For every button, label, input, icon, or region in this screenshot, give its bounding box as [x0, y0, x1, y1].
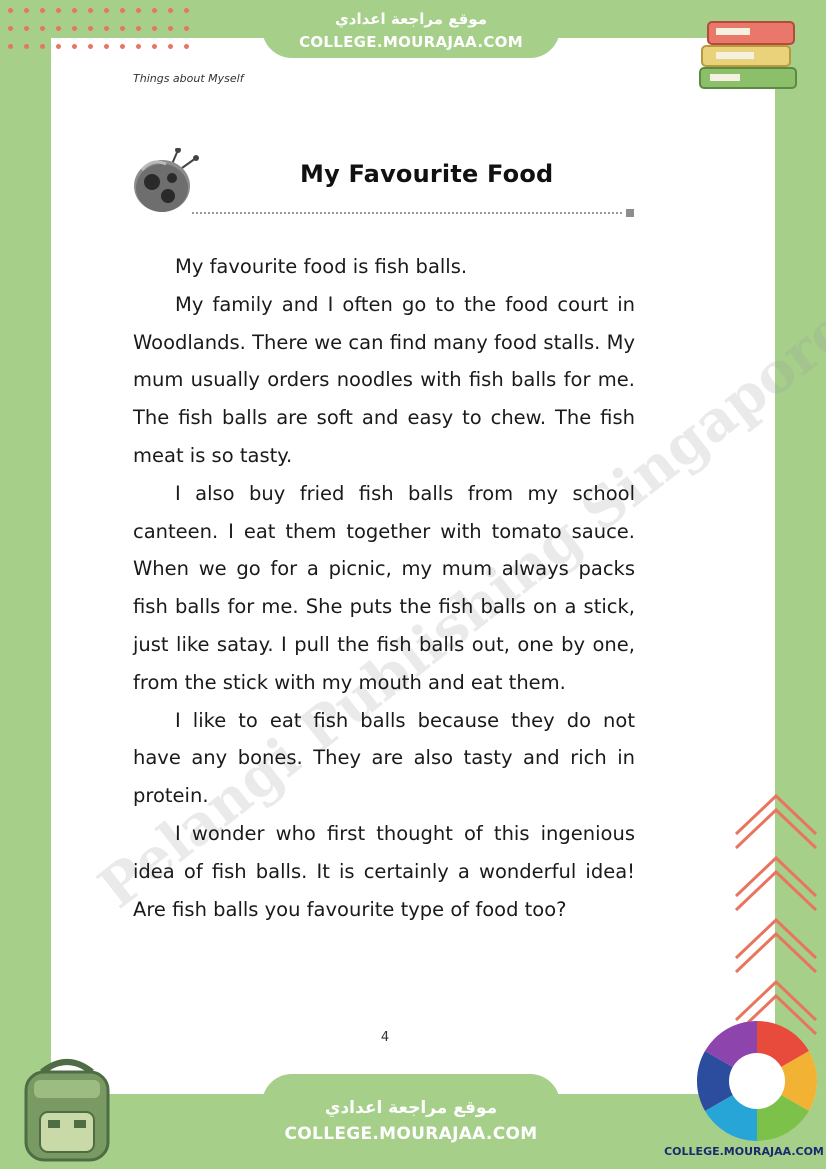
title-divider-end: [626, 209, 634, 217]
title-divider: [192, 212, 622, 214]
site-url-link[interactable]: COLLEGE.MOURAJAA.COM: [284, 1124, 538, 1144]
site-banner-top: [262, 0, 560, 58]
decorative-dots: [8, 4, 208, 56]
site-arabic-name: موقع مراجعة اعدادي: [335, 10, 487, 28]
running-head: Things about Myself: [133, 72, 244, 85]
page-number: 4: [380, 1030, 390, 1045]
chevrons-icon: [730, 790, 822, 1050]
backpack-icon: [12, 1050, 122, 1165]
paragraph: I wonder who first thought of this ingenious idea of fish balls. It is certainly a wonderful idea! Are fish balls you favourite type of food too?: [133, 821, 635, 921]
paragraph: I like to eat fish balls because they do not have any bones. They are also tasty and rich in protein.: [133, 708, 635, 808]
story-body: [133, 248, 635, 928]
education-wheel-icon: [694, 1018, 820, 1144]
site-arabic-name: موقع مراجعة اعدادي: [324, 1098, 498, 1118]
page-title: My Favourite Food: [300, 160, 554, 188]
logo-caption[interactable]: COLLEGE.MOURAJAA.COM: [664, 1145, 824, 1158]
paragraph: My favourite food is fish balls.: [175, 255, 468, 278]
paragraph: My family and I often go to the food court in Woodlands. There we can find many food stalls. My mum usually orders noodles with fish balls for me. The fish balls are soft and easy to chew. The fish meat is so tasty.: [133, 292, 635, 467]
books-icon: [690, 10, 806, 94]
ladybug-icon: [132, 148, 200, 214]
site-url-link[interactable]: COLLEGE.MOURAJAA.COM: [299, 33, 523, 51]
publisher-watermark: Pelangi Publishing Singapore: [86, 296, 826, 922]
site-banner-bottom: [262, 1074, 560, 1169]
paragraph: I also buy fried fish balls from my school canteen. I eat them together with tomato sauce. When we go for a picnic, my mum always packs fish balls for me. She puts the fish balls on a stick, just like satay. I pull the fish balls out, one by one, from the stick with my mouth and eat them.: [133, 481, 635, 694]
